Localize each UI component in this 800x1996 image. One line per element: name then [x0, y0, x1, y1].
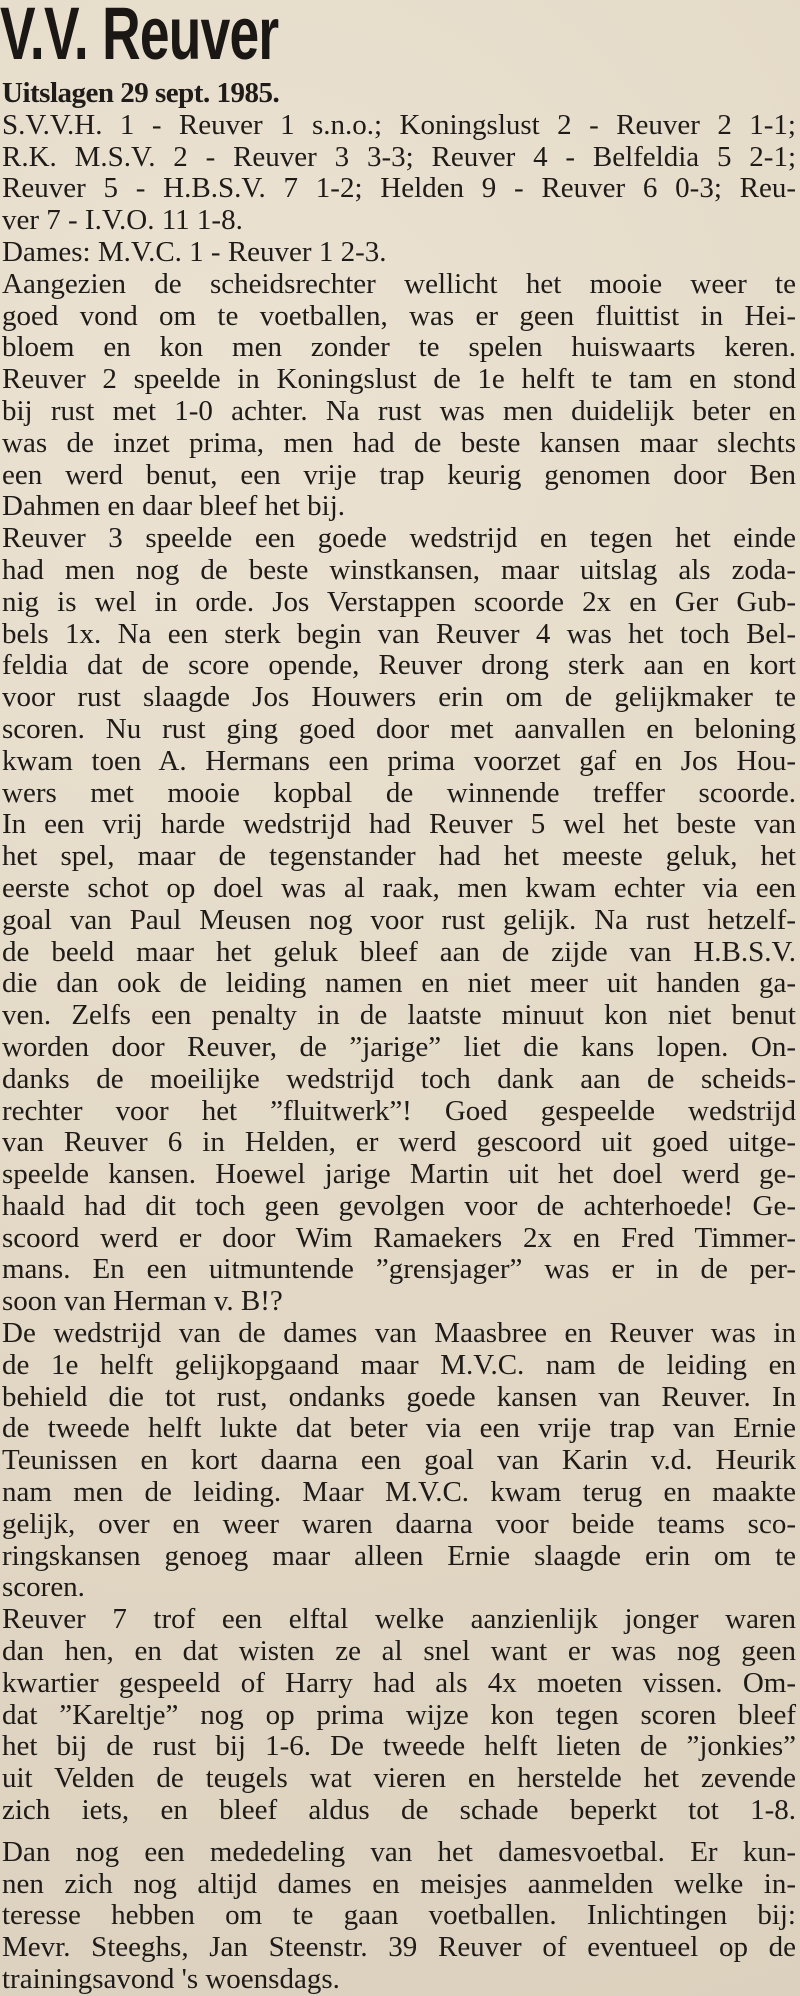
- text-line: Dahmen en daar bleef het bij.: [2, 490, 346, 523]
- text-line: In een vrij harde wedstrijd had Reuver 5 wel het beste van: [2, 808, 796, 841]
- text-line: danks de moeilijke wedstrijd toch dank aan de scheids-: [2, 1062, 796, 1095]
- text-line: Mevr. Steeghs, Jan Steenstr. 39 Reuver of eventueel op de: [2, 1931, 796, 1964]
- text-line: bloem en kon men zonder te spelen huiswaarts keren.: [2, 331, 796, 364]
- results-heading: Uitslagen 29 sept. 1985.: [2, 77, 280, 109]
- article-paragraph: [2, 269, 796, 523]
- text-line: ringskansen genoeg maar alleen Ernie slaagde erin om te: [2, 1539, 796, 1572]
- article-paragraph: [2, 523, 796, 809]
- text-line: het spel, maar de tegenstander had het meeste geluk, het: [2, 840, 796, 873]
- article-title: V.V. Reuver: [0, 0, 279, 75]
- text-line: worden door Reuver, de ”jarige” liet die kans lopen. On-: [2, 1030, 796, 1063]
- text-line: ver 7 - I.V.O. 11 1-8.: [2, 204, 243, 237]
- text-line: Reuver 5 - H.B.S.V. 7 1-2; Helden 9 - Reuver 6 0-3; Reu-: [2, 172, 796, 205]
- text-line: de tweede helft lukte dat beter via een vrije trap van Ernie: [2, 1412, 796, 1445]
- text-line: rechter voor het ”fluitwerk”! Goed gespeelde wedstrijd: [2, 1094, 796, 1127]
- text-line: nen zich nog altijd dames en meisjes aanmelden welke in-: [2, 1867, 796, 1900]
- text-line: scoren.: [2, 1571, 85, 1604]
- text-line: behield die tot rust, ondanks goede kansen van Reuver. In: [2, 1380, 796, 1413]
- text-line: bels 1x. Na een sterk begin van Reuver 4 was het toch Bel-: [2, 617, 796, 650]
- text-line: teresse hebben om te gaan voetballen. Inlichtingen bij:: [2, 1899, 796, 1932]
- text-line: was de inzet prima, men had de beste kansen maar slechts: [2, 426, 796, 459]
- text-line: nig is wel in orde. Jos Verstappen scoorde 2x en Ger Gub-: [2, 585, 796, 618]
- text-line: scoren. Nu rust ging goed door met aanvallen en beloning: [2, 712, 796, 745]
- text-line: soon van Herman v. B!?: [2, 1285, 283, 1318]
- text-line: scoord werd er door Wim Ramaekers 2x en Fred Timmer-: [2, 1221, 796, 1254]
- text-line: De wedstrijd van de dames van Maasbree en Reuver was in: [2, 1317, 796, 1350]
- text-line: wers met mooie kopbal de winnende treffer scoorde.: [2, 776, 796, 809]
- text-line: het bij de rust bij 1-6. De tweede helft lieten de ”jonkies”: [2, 1730, 796, 1763]
- article-paragraph: [2, 1318, 796, 1604]
- text-line: S.V.V.H. 1 - Reuver 1 s.n.o.; Koningslust 2 - Reuver 2 1-1;: [2, 108, 796, 141]
- text-line: Reuver 7 trof een elftal welke aanzienlijk jonger waren: [2, 1603, 796, 1636]
- text-line: Aangezien de scheidsrechter wellicht het mooie weer te: [2, 267, 796, 300]
- article-paragraph: [2, 1604, 796, 1827]
- text-line: speelde kansen. Hoewel jarige Martin uit het doel werd ge-: [2, 1158, 796, 1191]
- text-line: trainingsavond 's woensdags.: [2, 1963, 340, 1996]
- results-lines: [2, 110, 796, 269]
- text-line: kwam toen A. Hermans een prima voorzet gaf en Jos Hou-: [2, 744, 796, 777]
- text-line: die dan ook de leiding namen en niet meer uit handen ga-: [2, 967, 796, 1000]
- text-line: R.K. M.S.V. 2 - Reuver 3 3-3; Reuver 4 - Belfeldia 5 2-1;: [2, 140, 796, 173]
- text-line: haald had dit toch geen gevolgen voor de achterhoede! Ge-: [2, 1189, 796, 1222]
- text-line: de 1e helft gelijkopgaand maar M.V.C. nam de leiding en: [2, 1348, 796, 1381]
- text-line: goed vond om te voetballen, was er geen fluittist in Hei-: [2, 299, 796, 332]
- text-line: goal van Paul Meusen nog voor rust gelijk. Na rust hetzelf-: [2, 903, 796, 936]
- text-line: gelijk, over en weer waren daarna voor beide teams sco-: [2, 1507, 796, 1540]
- text-line: van Reuver 6 in Helden, er werd gescoord uit goed uitge-: [2, 1126, 796, 1159]
- text-line: dan hen, en dat wisten ze al snel want er was nog geen: [2, 1635, 796, 1668]
- text-line: mans. En een uitmuntende ”grensjager” was er in de per-: [2, 1253, 796, 1286]
- text-line: zich iets, en bleef aldus de schade beperkt tot 1-8.: [2, 1794, 796, 1827]
- text-line: kwartier gespeeld of Harry had als 4x moeten vissen. Om-: [2, 1666, 796, 1699]
- text-line: eerste schot op doel was al raak, men kwam echter via een: [2, 871, 796, 904]
- article-paragraph: [2, 1837, 796, 1996]
- text-line: had men nog de beste winstkansen, maar uitslag als zoda-: [2, 553, 796, 586]
- text-line: Dames: M.V.C. 1 - Reuver 1 2-3.: [2, 235, 387, 268]
- text-line: Reuver 3 speelde een goede wedstrijd en tegen het einde: [2, 522, 796, 555]
- text-line: ven. Zelfs een penalty in de laatste minuut kon niet benut: [2, 999, 796, 1032]
- text-line: dat ”Kareltje” nog op prima wijze kon tegen scoren bleef: [2, 1698, 796, 1731]
- text-line: Dan nog een mededeling van het damesvoetbal. Er kun-: [2, 1835, 796, 1868]
- text-line: voor rust slaagde Jos Houwers erin om de gelijkmaker te: [2, 681, 796, 714]
- article-paragraph: [2, 809, 796, 1318]
- text-line: een werd benut, een vrije trap keurig genomen door Ben: [2, 458, 796, 491]
- text-line: uit Velden de teugels wat vieren en herstelde het zevende: [2, 1762, 796, 1795]
- text-line: feldia dat de score opende, Reuver drong sterk aan en kort: [2, 649, 796, 682]
- text-line: bij rust met 1-0 achter. Na rust was men duidelijk beter en: [2, 394, 796, 427]
- text-line: de beeld maar het geluk bleef aan de zijde van H.B.S.V.: [2, 935, 796, 968]
- results-block: [2, 78, 796, 269]
- article-body: [2, 78, 796, 1996]
- article-paragraphs: [2, 269, 796, 1996]
- text-line: Reuver 2 speelde in Koningslust de 1e helft te tam en stond: [2, 363, 796, 396]
- text-line: nam men de leiding. Maar M.V.C. kwam terug en maakte: [2, 1476, 796, 1509]
- text-line: Teunissen en kort daarna een goal van Karin v.d. Heurik: [2, 1444, 796, 1477]
